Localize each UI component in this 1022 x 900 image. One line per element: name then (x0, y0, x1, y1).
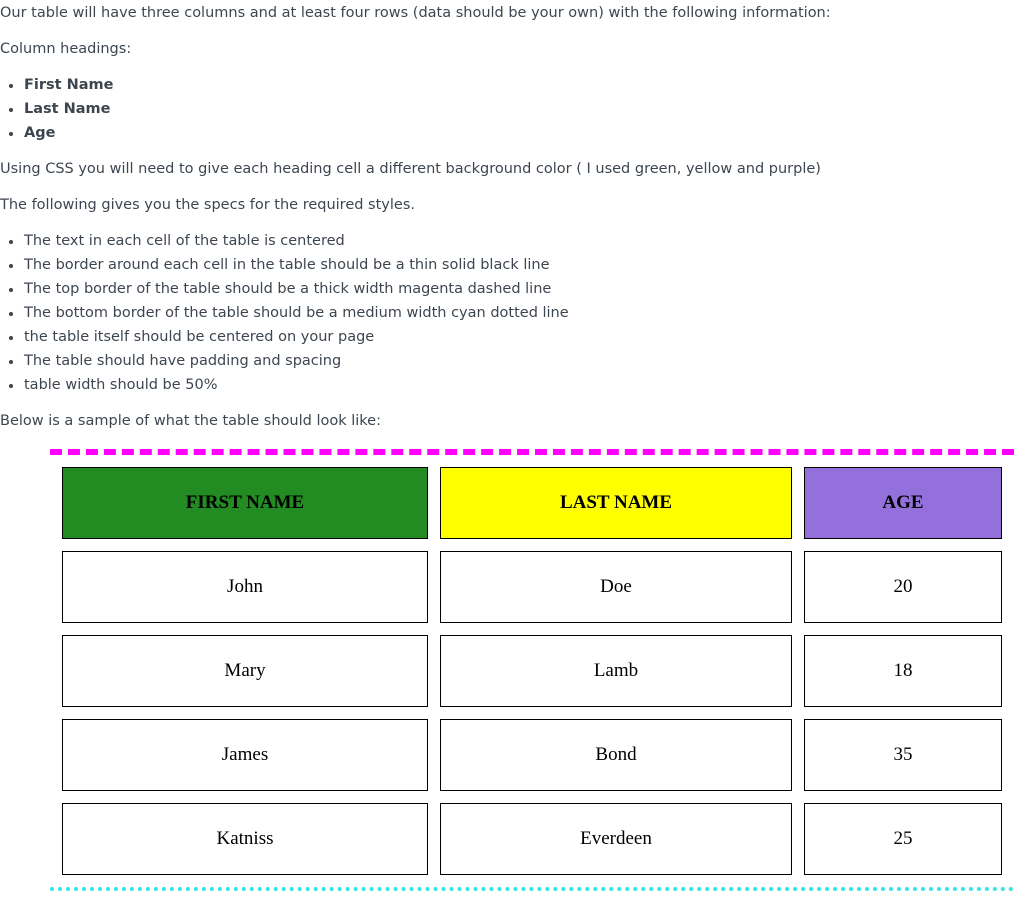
list-item: Age (0, 121, 114, 145)
list-item: The bottom border of the table should be a medium width cyan dotted line (0, 301, 569, 325)
list-item: the table itself should be centered on your page (0, 325, 569, 349)
table-row (62, 719, 1002, 791)
cell-last-name: Everdeen (440, 803, 792, 875)
header-cell-last-name: LAST NAME (440, 467, 792, 539)
header-cell-first-name: FIRST NAME (62, 467, 428, 539)
list-item: The text in each cell of the table is centered (0, 229, 569, 253)
list-item: The table should have padding and spacing (0, 349, 569, 373)
list-item: First Name (0, 73, 114, 97)
cell-first-name: James (62, 719, 428, 791)
cell-first-name: Katniss (62, 803, 428, 875)
header-row (62, 467, 1002, 539)
cell-age: 18 (804, 635, 1002, 707)
list-item: Last Name (0, 97, 114, 121)
cell-last-name: Doe (440, 551, 792, 623)
table-row (62, 635, 1002, 707)
cell-first-name: Mary (62, 635, 428, 707)
list-item: table width should be 50% (0, 373, 569, 397)
sample-table (50, 449, 1014, 891)
list-item: The border around each cell in the table should be a thin solid black line (0, 253, 569, 277)
css-note: Using CSS you will need to give each heading cell a different background color ( I used green, yellow and purple) (0, 161, 821, 177)
cell-age: 20 (804, 551, 1002, 623)
cell-last-name: Bond (440, 719, 792, 791)
sample-label: Below is a sample of what the table should look like: (0, 413, 381, 429)
intro-text: Our table will have three columns and at least four rows (data should be your own) with the following information: (0, 5, 831, 21)
specs-intro: The following gives you the specs for the required styles. (0, 197, 415, 213)
specs-list (0, 229, 569, 397)
list-item: The top border of the table should be a thick width magenta dashed line (0, 277, 569, 301)
header-cell-age: AGE (804, 467, 1002, 539)
table-row (62, 803, 1002, 875)
cell-age: 35 (804, 719, 1002, 791)
cell-age: 25 (804, 803, 1002, 875)
headings-label: Column headings: (0, 41, 132, 57)
cell-first-name: John (62, 551, 428, 623)
table-row (62, 551, 1002, 623)
column-headings-list (0, 73, 114, 145)
cell-last-name: Lamb (440, 635, 792, 707)
